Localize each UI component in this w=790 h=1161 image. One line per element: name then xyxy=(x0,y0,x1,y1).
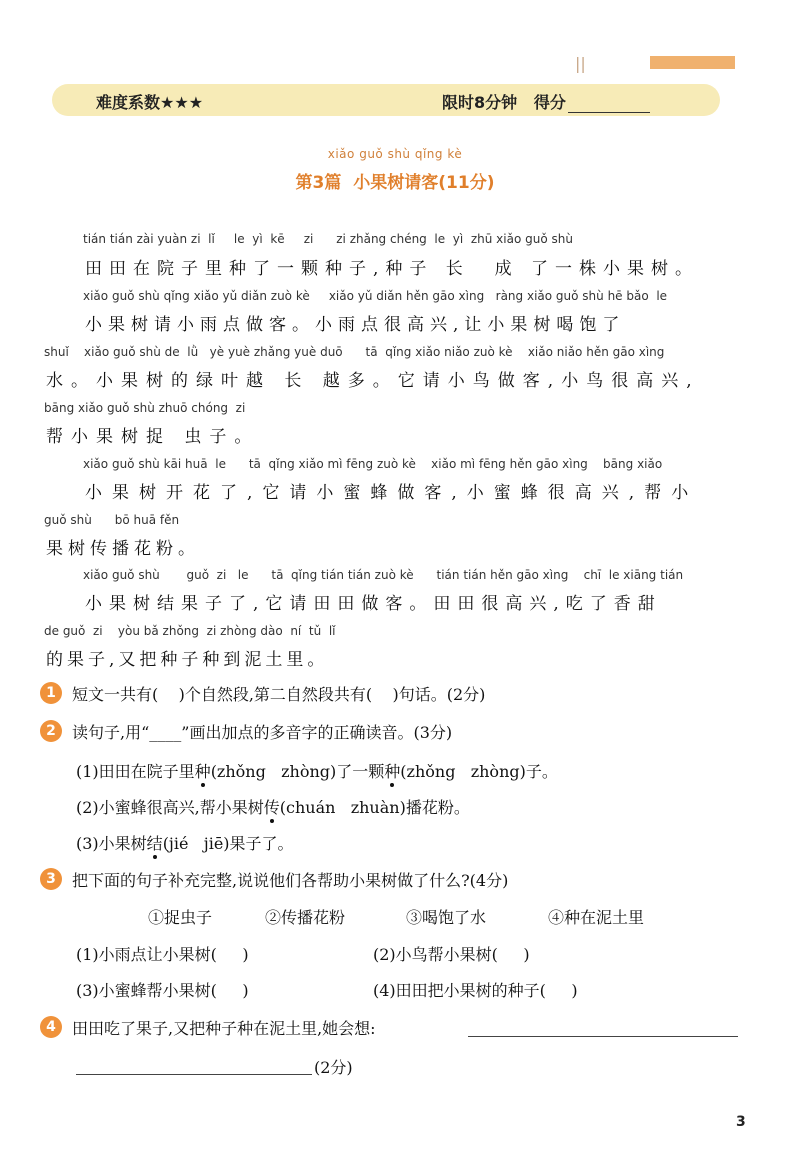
question-1-text: 短文一共有( )个自然段,第二自然段共有( )句话。(2分) xyxy=(72,685,486,704)
pinyin-line-6: guǒ shù bō huā fěn xyxy=(44,513,180,527)
pinyin-line-5: xiǎo guǒ shù kāi huā le tā qǐng xiǎo mì fēng zuò kè xiǎo mì fēng hěn gāo xìng bāng xiǎo xyxy=(83,457,663,471)
question-3-item-2: (2)小鸟帮小果树( ) xyxy=(373,945,530,964)
title-pinyin: xiǎo guǒ shù qǐng kè xyxy=(327,147,463,161)
question-3-badge: 3 xyxy=(40,868,62,890)
pinyin-line-4: bāng xiǎo guǒ shù zhuō chóng zi xyxy=(44,401,246,415)
pinyin-line-1: tián tián zài yuàn zi lǐ le yì kē zi zi zhǎng chéng le yì zhū xiǎo guǒ shù xyxy=(83,232,573,246)
question-1-badge: 1 xyxy=(40,682,62,704)
pinyin-line-2: xiǎo guǒ shù qǐng xiǎo yǔ diǎn zuò kè xiǎo yǔ diǎn hěn gāo xìng ràng xiǎo guǒ shù hē bǎo le xyxy=(83,289,668,303)
corner-decoration-bar xyxy=(650,56,735,69)
score-line xyxy=(568,98,650,113)
page-title: 第3篇 小果树请客(11分) xyxy=(295,173,495,193)
text-line-2: 小果树请小雨点做客。小雨点很高兴,让小果树喝饱了 xyxy=(85,315,626,335)
option-1: ①捉虫子 xyxy=(148,908,213,927)
question-4-score: (2分) xyxy=(314,1058,353,1077)
text-line-3: 水。小果树的绿叶越 长 越多。它请小鸟做客,小鸟很高兴, xyxy=(46,371,700,391)
text-line-6: 果树传播花粉。 xyxy=(46,539,200,559)
option-4: ④种在泥土里 xyxy=(548,908,645,927)
answer-line-2[interactable] xyxy=(76,1074,312,1075)
question-2-sentence-1: (1)田田在院子里种(zhǒng zhòng)了一颗种(zhǒng zhòng)子。 xyxy=(76,762,558,781)
text-line-8: 的果子,又把种子种到泥土里。 xyxy=(46,650,329,670)
option-2: ②传播花粉 xyxy=(265,908,346,927)
question-4-badge: 4 xyxy=(40,1016,62,1038)
question-3-item-1: (1)小雨点让小果树( ) xyxy=(76,945,249,964)
answer-line-1[interactable] xyxy=(468,1036,738,1037)
text-line-7: 小果树结果子了,它请田田做客。田田很高兴,吃了香甜 xyxy=(85,594,662,614)
pinyin-line-3: shuǐ xiǎo guǒ shù de lǜ yè yuè zhǎng yuè duō tā qǐng xiǎo niǎo zuò kè xiǎo niǎo hěn gāo xìng xyxy=(44,345,665,359)
question-2-text: 读句子,用“____”画出加点的多音字的正确读音。(3分) xyxy=(72,723,453,742)
dotted-char-jie: 结 xyxy=(146,834,163,853)
question-2-badge: 2 xyxy=(40,720,62,742)
question-2-sentence-3: (3)小果树结(jié jiē)果子了。 xyxy=(76,834,294,853)
question-3-item-3: (3)小蜜蜂帮小果树( ) xyxy=(76,981,249,1000)
pinyin-line-7: xiǎo guǒ shù guǒ zi le tā qǐng tián tián zuò kè tián tián hěn gāo xìng chī le xiāng tián xyxy=(83,568,684,582)
text-line-5: 小果树开花了,它请小蜜蜂做客,小蜜蜂很高兴,帮小 xyxy=(85,483,699,503)
text-line-1: 田田在院子里种了一颗种子,种子 长 成 了一株小果树。 xyxy=(85,259,700,279)
text-line-4: 帮小果树捉 虫子。 xyxy=(46,427,260,447)
corner-mark: || xyxy=(575,54,586,73)
question-4-text: 田田吃了果子,又把种子种在泥土里,她会想: xyxy=(72,1019,376,1038)
difficulty-label: 难度系数★★★ xyxy=(96,93,204,112)
dotted-char-zhong-1: 种 xyxy=(194,762,211,781)
dotted-char-zhong-2: 种 xyxy=(384,762,401,781)
time-limit-label: 限时8分钟 xyxy=(442,93,518,112)
question-2-sentence-2: (2)小蜜蜂很高兴,帮小果树传(chuán zhuàn)播花粉。 xyxy=(76,798,470,817)
time-score-group xyxy=(442,90,650,113)
question-3-item-4: (4)田田把小果树的种子( ) xyxy=(373,981,578,1000)
score-label: 得分 xyxy=(533,93,566,112)
header-band xyxy=(52,84,720,116)
question-3-text: 把下面的句子补充完整,说说他们各帮助小果树做了什么?(4分) xyxy=(72,871,509,890)
page-number: 3 xyxy=(736,1114,746,1130)
dotted-char-chuan: 传 xyxy=(263,798,280,817)
pinyin-line-8: de guǒ zi yòu bǎ zhǒng zi zhòng dào ní tǔ lǐ xyxy=(44,624,336,638)
option-3: ③喝饱了水 xyxy=(406,908,487,927)
